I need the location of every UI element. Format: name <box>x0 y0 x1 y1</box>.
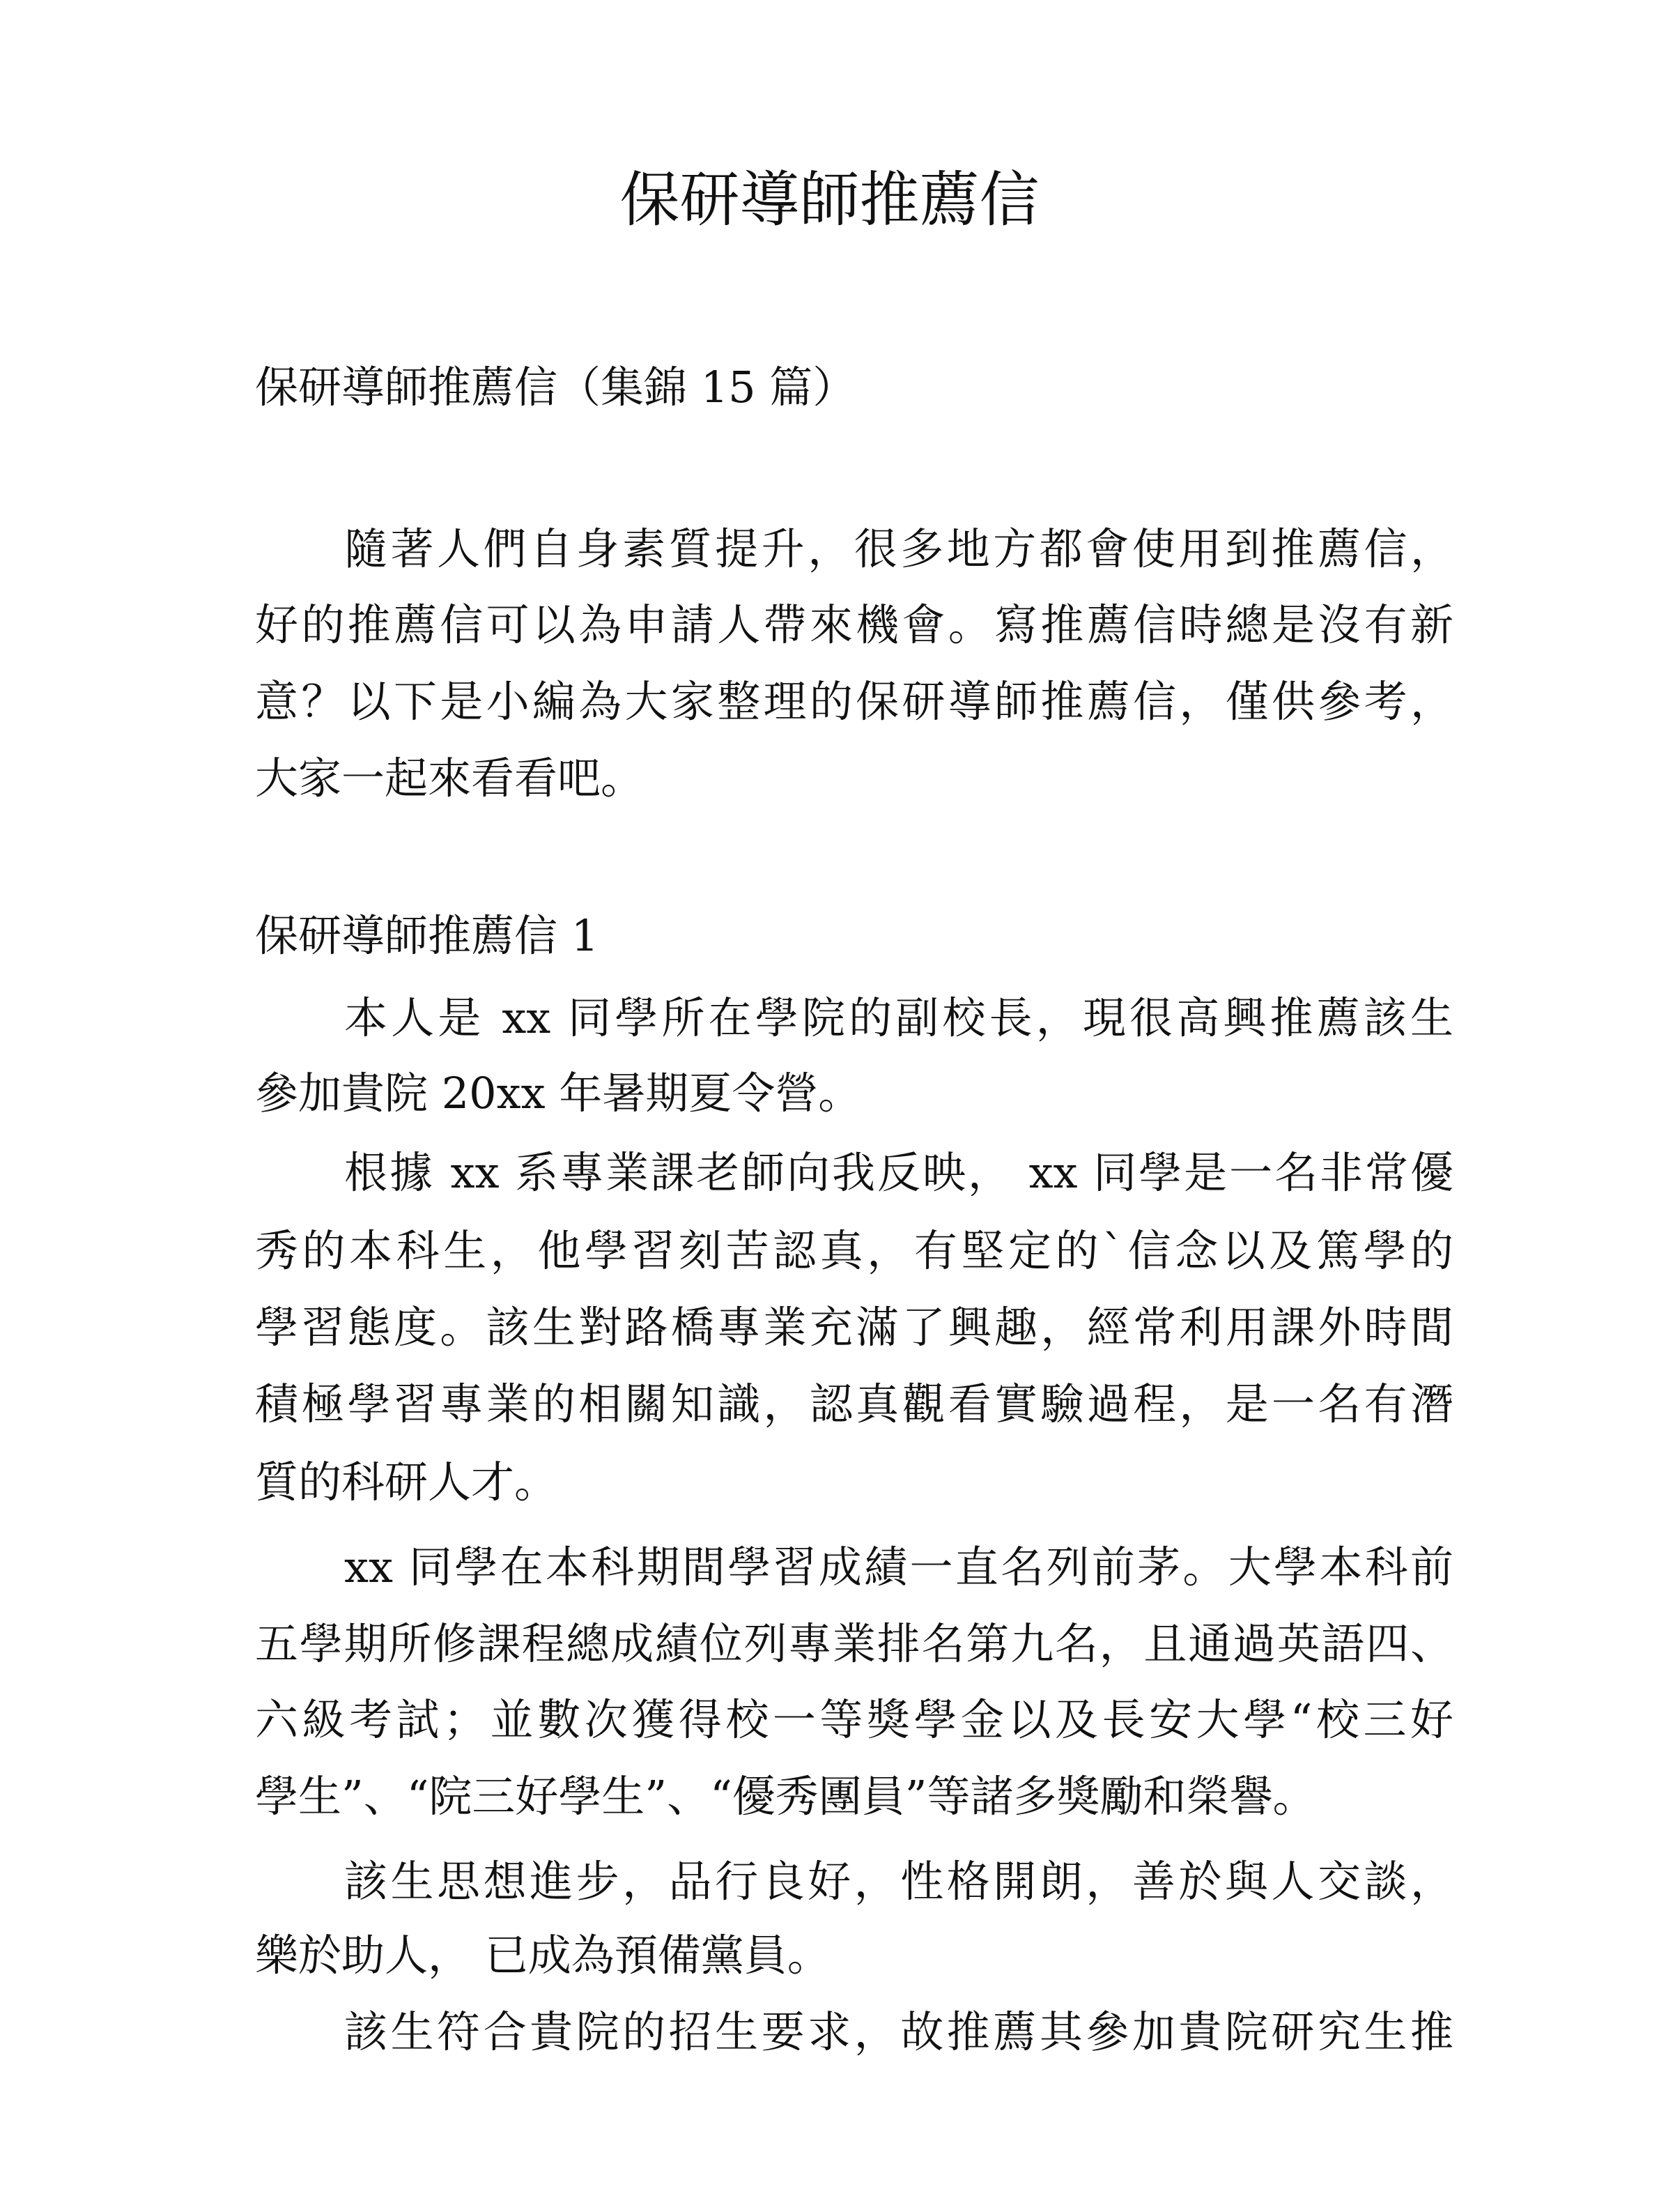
paragraph-line: 參加貴院 20xx 年暑期夏令營。 <box>255 1068 862 1119</box>
intro-line: 好的推薦信可以為申請人帶來機會。寫推薦信時總是沒有新 <box>255 599 1453 650</box>
intro-line: 大家一起來看看吧。 <box>255 753 645 804</box>
document-subtitle: 保研導師推薦信（集錦 15 篇） <box>255 362 856 413</box>
paragraph-line: 秀的本科生，他學習刻苦認真，有堅定的`信念以及篤學的 <box>255 1225 1453 1276</box>
paragraph-line: 本人是 xx 同學所在學院的副校長，現很高興推薦該生 <box>344 992 1453 1043</box>
intro-line: 意？以下是小編為大家整理的保研導師推薦信，僅供參考， <box>255 676 1453 727</box>
paragraph-line: 該生思想進步，品行良好，性格開朗，善於與人交談， <box>344 1856 1453 1907</box>
paragraph-line: 學習態度。該生對路橋專業充滿了興趣，經常利用課外時間 <box>255 1302 1453 1353</box>
section-heading: 保研導師推薦信 1 <box>255 910 599 961</box>
paragraph-line: 六級考試；並數次獲得校一等獎學金以及長安大學“校三好 <box>255 1694 1453 1745</box>
paragraph-line: 根據 xx 系專業課老師向我反映， xx 同學是一名非常優 <box>344 1147 1453 1198</box>
document-title: 保研導師推薦信 <box>619 165 1040 235</box>
paragraph-line: 五學期所修課程總成績位列專業排名第九名，且通過英語四、 <box>255 1618 1453 1669</box>
paragraph-line: 該生符合貴院的招生要求，故推薦其參加貴院研究生推 <box>344 2006 1453 2057</box>
paragraph-line: 積極學習專業的相關知識，認真觀看實驗過程，是一名有潛 <box>255 1378 1453 1429</box>
paragraph-line: 質的科研人才。 <box>255 1457 558 1507</box>
paragraph-line: 樂於助人， 已成為預備黨員。 <box>255 1930 831 1981</box>
paragraph-line: 學生”、“院三好學生”、“優秀團員”等諸多獎勵和榮譽。 <box>255 1771 1316 1822</box>
paragraph-line: xx 同學在本科期間學習成績一直名列前茅。大學本科前 <box>344 1542 1453 1592</box>
intro-line: 隨著人們自身素質提升，很多地方都會使用到推薦信， <box>344 523 1453 574</box>
